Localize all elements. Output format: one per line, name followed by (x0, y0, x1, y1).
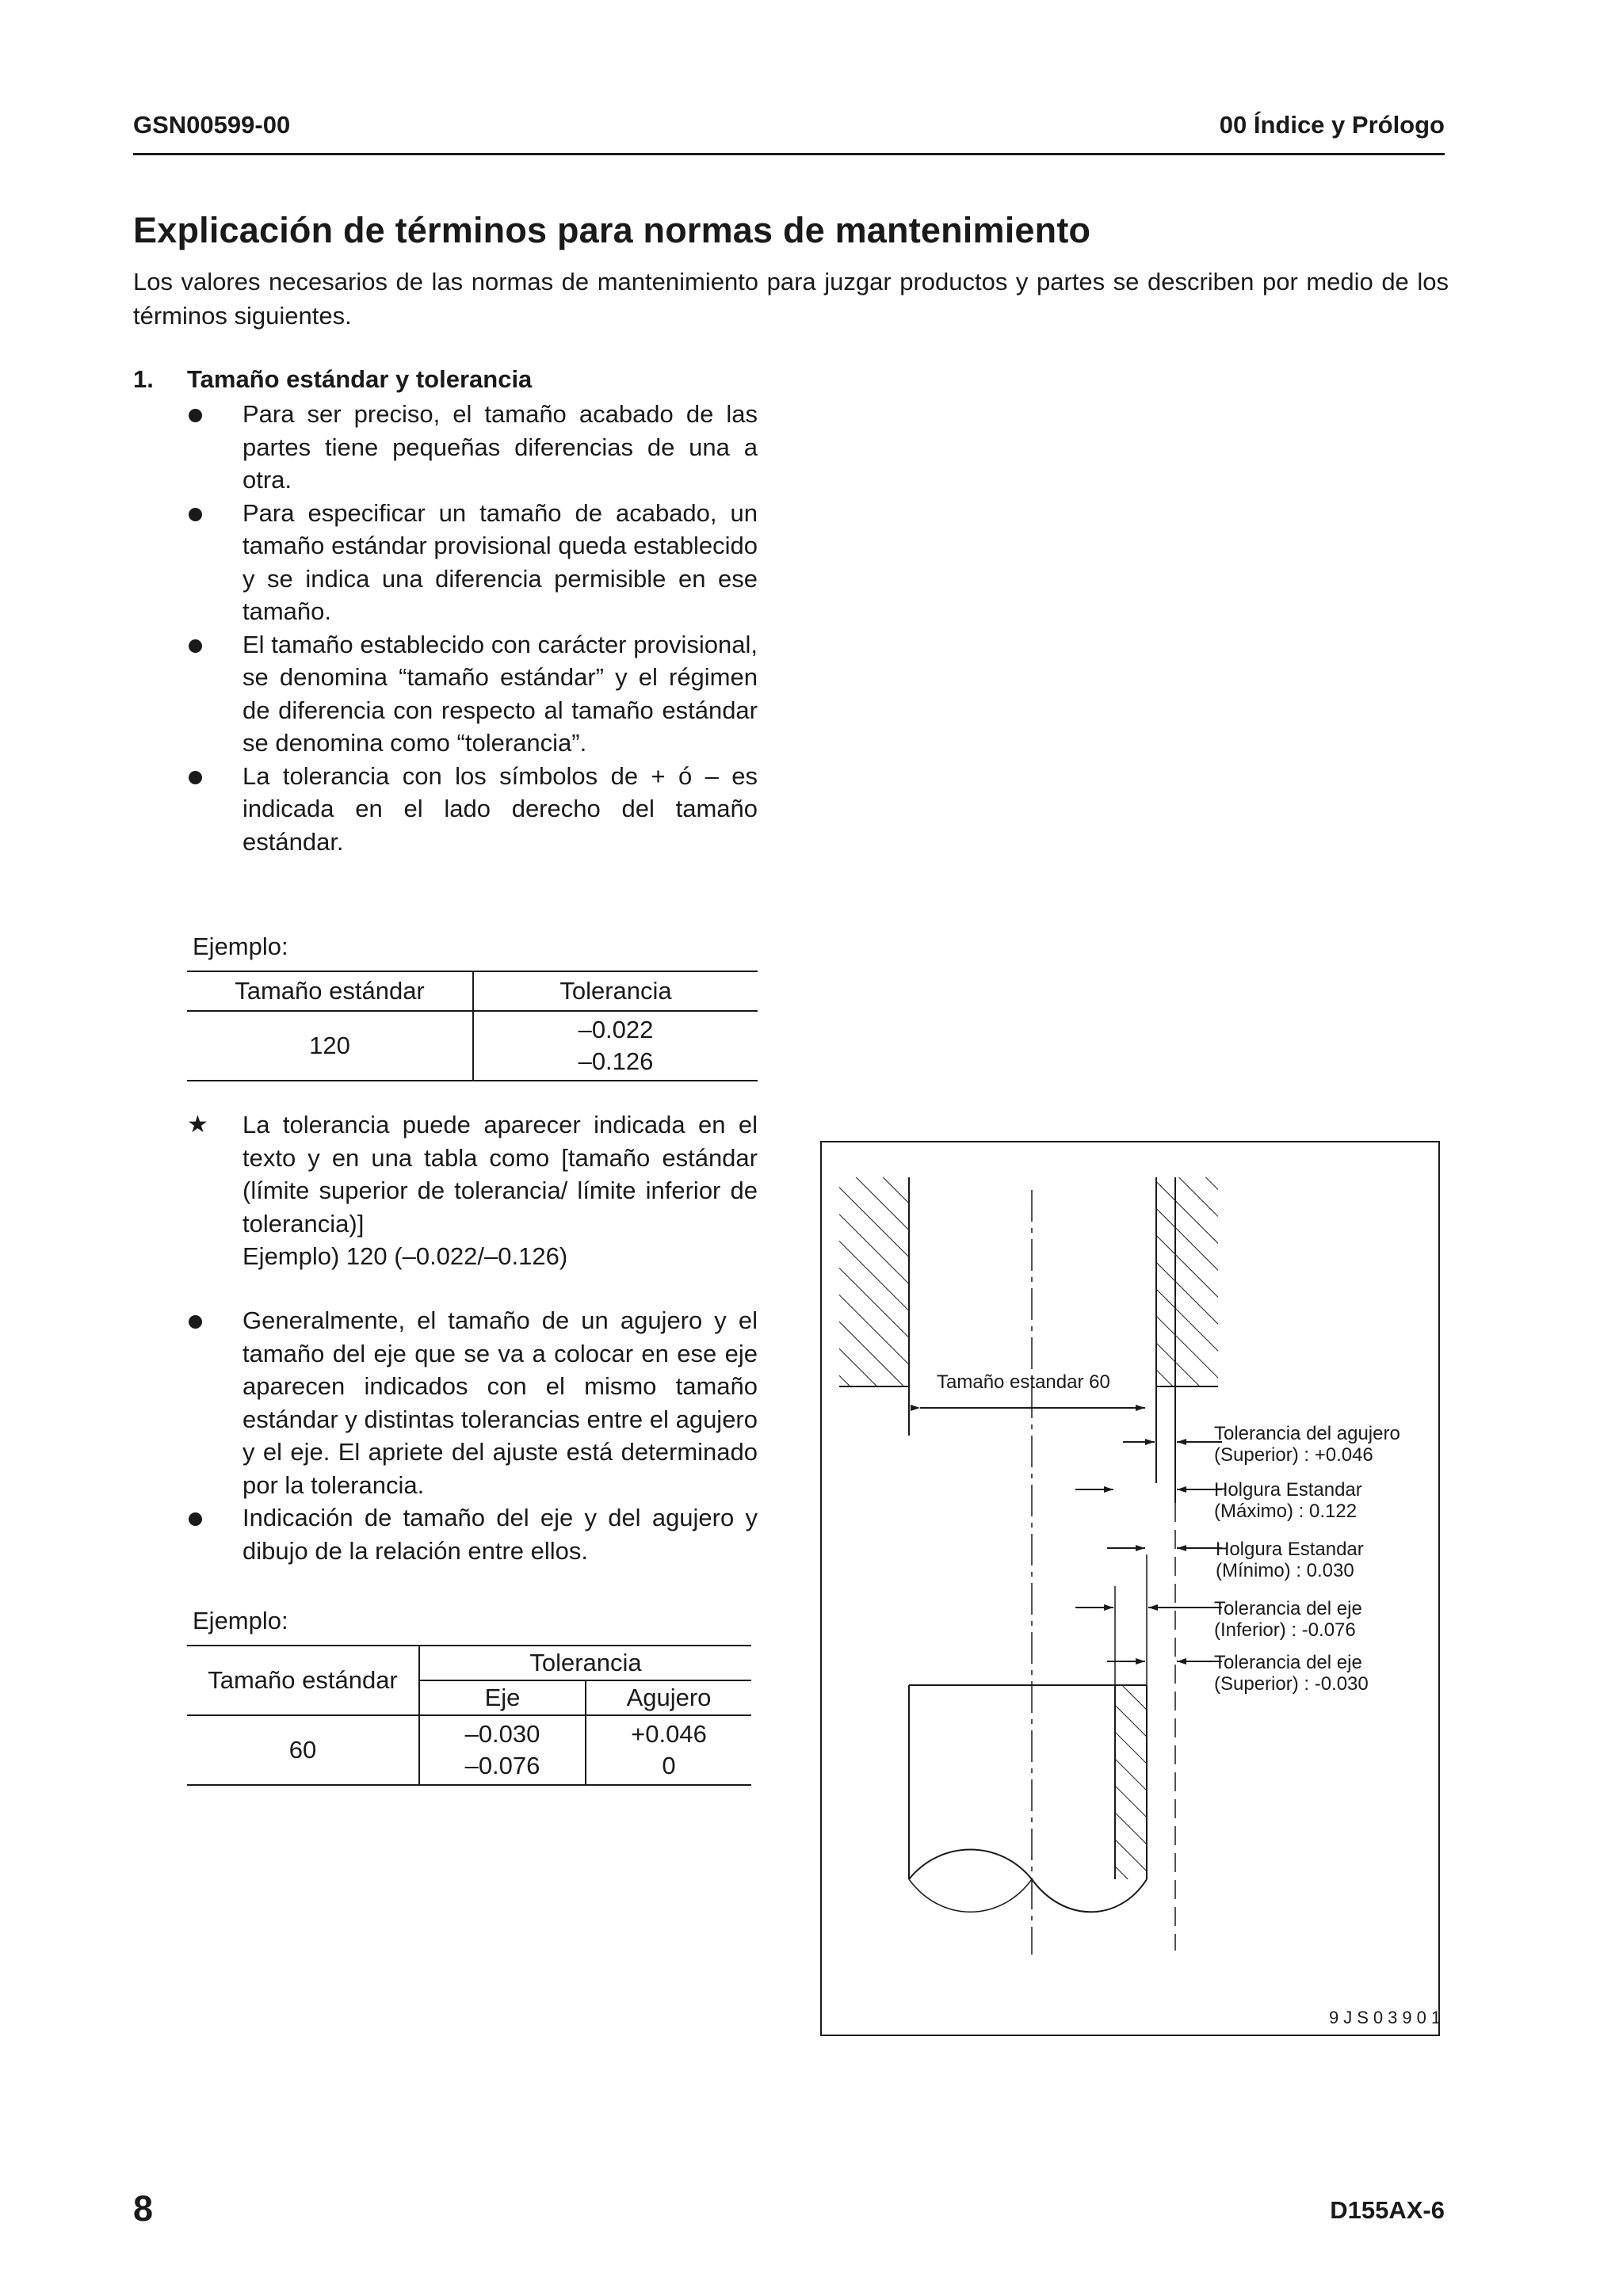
hole-wall-right (1156, 1177, 1218, 1386)
cell-size: 120 (187, 1011, 473, 1081)
header-rule (133, 153, 1445, 155)
hole-upper: +0.046 (631, 1720, 707, 1748)
shaft-break (909, 1850, 1147, 1913)
bullet-list (187, 398, 758, 858)
callout-shaft-tol-upper: Tolerancia del eje (1214, 1652, 1362, 1673)
star-note (187, 1108, 758, 1273)
callout-hole-tol-upper: Tolerancia del agujero (1214, 1423, 1400, 1444)
star-note-text: La tolerancia puede aparecer indicada en el texto y en una tabla como [tamaño estándar (límite superior de tolerancia/ límite inferior de tolerancia)] (242, 1111, 758, 1238)
section-name: 00 Índice y Prólogo (1219, 111, 1445, 139)
std-size-label: Tamaño estandar 60 (937, 1371, 1110, 1393)
col-header-tolerance: Tolerancia (559, 977, 672, 1005)
tolerance-lower: –0.126 (578, 1047, 654, 1075)
intro-paragraph: Los valores necesarios de las normas de mantenimiento para juzgar productos y partes se describen por medio de los términos siguientes. (133, 268, 1449, 330)
col-header-size: Tamaño estándar (187, 971, 473, 1011)
bullet-icon (189, 1315, 202, 1329)
page-title: Explicación de términos para normas de mantenimiento (133, 210, 1091, 250)
cell-size: 60 (187, 1715, 419, 1785)
callout-clearance-max-value: (Máximo) : 0.122 (1214, 1501, 1358, 1522)
hole-wall-left (839, 1177, 909, 1386)
list-item: El tamaño establecido con carácter provisional, se denomina “tamaño estándar” y el régimen de diferencia con respecto al tamaño estándar se denomina como “tolerancia”. (187, 628, 758, 760)
callout-hole-tol-upper-value: (Superior) : +0.046 (1214, 1444, 1373, 1466)
cell-hole-tolerance (586, 1715, 751, 1785)
cell-tolerance (473, 1011, 758, 1081)
bullet-icon (189, 1512, 202, 1526)
callout-shaft-tol-lower-value: (Inferior) : -0.076 (1214, 1619, 1356, 1641)
star-icon: ★ (187, 1112, 208, 1138)
fit-diagram-svg (822, 1142, 1438, 2035)
col-header-size: Tamaño estándar (187, 1646, 419, 1715)
section-number: 1. (133, 365, 154, 393)
shaft-lower: –0.076 (464, 1752, 540, 1779)
col-header-tolerance: Tolerancia (419, 1646, 751, 1680)
callout-clearance-max: Holgura Estandar (1214, 1479, 1362, 1501)
list-item: Indicación de tamaño del eje y del agujero y dibujo de la relación entre ellos. (187, 1501, 758, 1567)
fit-diagram (820, 1141, 1440, 2036)
callout-clearance-min: Holgura Estandar (1216, 1539, 1364, 1560)
bullet-list-2 (187, 1304, 758, 1567)
list-item: Generalmente, el tamaño de un agujero y el tamaño del eje que se va a colocar en ese eje aparecen indicados con el mismo tamaño estándar y distintas tolerancias entre el agujero y el eje. El apriete del ajuste está determinado por la tolerancia. (187, 1304, 758, 1501)
list-item: Para especificar un tamaño de acabado, un tamaño estándar provisional queda establecido y se indica una diferencia permisible en ese tamaño. (187, 497, 758, 628)
shaft-upper: –0.030 (464, 1720, 540, 1748)
bullet-icon (189, 508, 202, 521)
callout-clearance-min-value: (Mínimo) : 0.030 (1216, 1560, 1354, 1581)
shaft-tolerance-hatch (1115, 1685, 1147, 1879)
star-note-example: Ejemplo) 120 (–0.022/–0.126) (242, 1242, 568, 1270)
example-table-2 (187, 1645, 751, 1786)
cell-shaft-tolerance (419, 1715, 586, 1785)
bullet-icon (189, 409, 202, 422)
page-number: 8 (133, 2188, 154, 2229)
callout-shaft-tol-lower: Tolerancia del eje (1214, 1598, 1362, 1619)
section-title: Tamaño estándar y tolerancia (187, 365, 533, 393)
tolerance-upper: –0.022 (578, 1016, 654, 1043)
hole-lower: 0 (662, 1752, 676, 1779)
doc-code: GSN00599-00 (133, 111, 291, 139)
example-label-2: Ejemplo: (193, 1607, 288, 1634)
bullet-icon (189, 639, 202, 653)
col-header-hole: Agujero (626, 1684, 712, 1711)
example-label: Ejemplo: (193, 933, 288, 960)
example-table-1 (187, 971, 758, 1081)
col-header-shaft: Eje (419, 1680, 586, 1715)
model-code: D155AX-6 (1330, 2196, 1445, 2224)
figure-code: 9JS03901 (1329, 2008, 1438, 2027)
list-item: Para ser preciso, el tamaño acabado de las partes tiene pequeñas diferencias de una a otra. (187, 398, 758, 497)
list-item: La tolerancia con los símbolos de + ó – es indicada en el lado derecho del tamaño estándar. (187, 760, 758, 859)
bullet-icon (189, 771, 202, 784)
callout-shaft-tol-upper-value: (Superior) : -0.030 (1214, 1673, 1369, 1695)
